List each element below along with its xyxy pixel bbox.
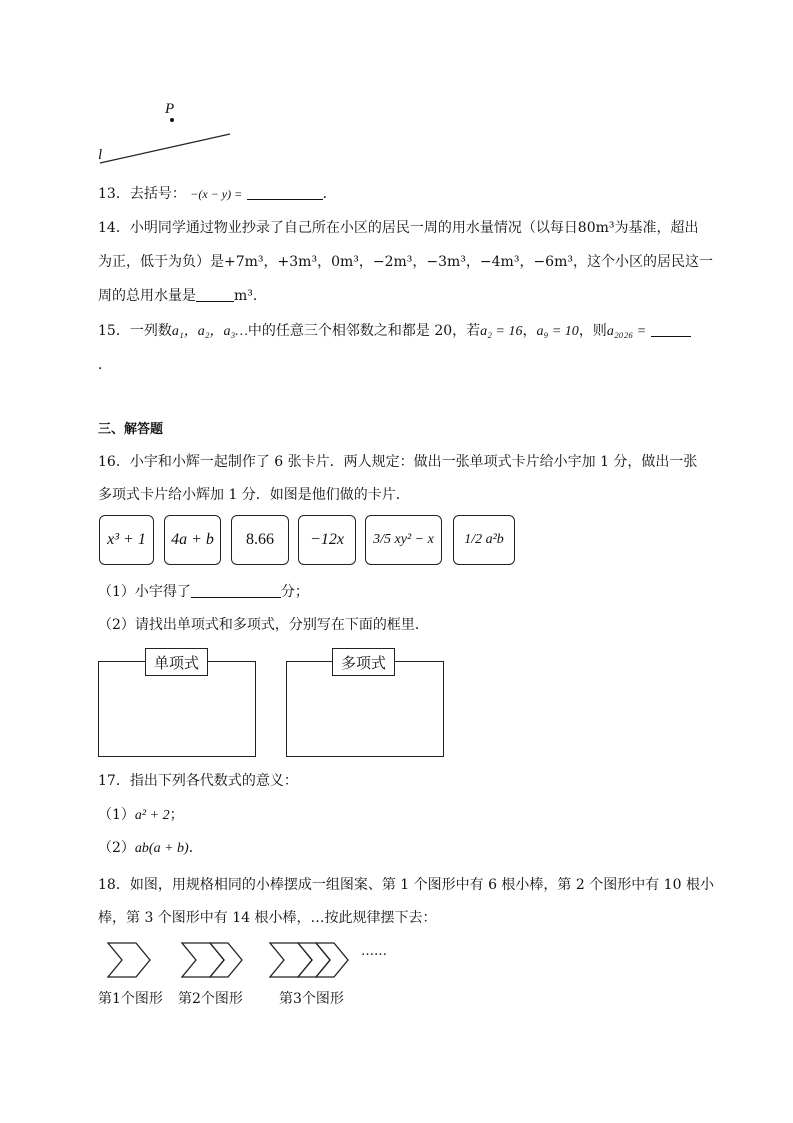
q14-value: −3m³ bbox=[426, 254, 466, 270]
q15-prefix: 15．一列数 bbox=[98, 323, 172, 339]
q16-sub1-prefix: （1）小宇得了 bbox=[98, 584, 191, 600]
q15-sequence: a₁，a₂，a₃… bbox=[171, 324, 248, 339]
q16-sub1-suffix: 分； bbox=[280, 584, 309, 600]
section-3-heading: 三、解答题 bbox=[98, 422, 164, 437]
question-16-line-1: 16．小宇和小辉一起制作了 6 张卡片．两人规定：做出一张单项式卡片给小宇加 1 分，做出一张 bbox=[98, 454, 698, 470]
q13-text: 去括号： bbox=[129, 186, 186, 202]
figure-2-chevron bbox=[182, 943, 224, 977]
question-17-line-1: 17．指出下列各代数式的意义： bbox=[98, 773, 298, 789]
q17-sub1-suffix: ； bbox=[169, 807, 184, 823]
figure-2-label: 第2个图形 bbox=[178, 991, 243, 1007]
q14-line2-suffix: ，这个小区的居民这一 bbox=[572, 254, 713, 270]
figure-3-chevron bbox=[316, 943, 348, 977]
figure-1-chevron bbox=[108, 943, 150, 977]
q13-blank[interactable] bbox=[247, 185, 323, 200]
card-6-expression: 1/2 a²b bbox=[464, 532, 504, 547]
polynomial-box-title: 多项式 bbox=[332, 648, 395, 676]
pattern-ellipsis: …… bbox=[361, 944, 387, 959]
question-16-line-2: 多项式卡片给小辉加 1 分．如图是他们做的卡片． bbox=[98, 487, 410, 503]
q17-sub2-suffix: ． bbox=[188, 840, 203, 856]
question-14-line-2: 为正，低于为负）是+7m³，+3m³，0m³，−2m³，−3m³，−4m³，−6m³，这个小区的居民这一 bbox=[98, 254, 713, 270]
q13-number: 13． bbox=[98, 186, 130, 202]
question-16-sub-2: （2）请找出单项式和多项式，分别写在下面的框里． bbox=[98, 617, 429, 633]
q17-sub1-prefix: （1） bbox=[98, 807, 135, 823]
card-5 bbox=[365, 515, 442, 565]
q17-sub1-expression: a² + 2 bbox=[134, 808, 170, 823]
q14-value: −2m³ bbox=[372, 254, 413, 270]
line-l bbox=[100, 134, 230, 163]
top-figure bbox=[95, 100, 240, 170]
card-6 bbox=[453, 515, 515, 565]
question-14-line-3 bbox=[98, 286, 267, 306]
q14-line3-prefix: 周的总用水量是 bbox=[98, 288, 196, 304]
monomial-box-title: 单项式 bbox=[145, 648, 208, 676]
q14-value: 0m³ bbox=[331, 254, 359, 270]
card-1-expression: x³ + 1 bbox=[107, 531, 146, 548]
card-5-expression: 3/5 xy² − x bbox=[373, 532, 434, 547]
q14-line2-prefix: 为正，低于为负）是 bbox=[98, 254, 224, 270]
figure-3-label: 第3个图形 bbox=[279, 991, 344, 1007]
point-p-label: P bbox=[165, 101, 175, 117]
card-4-expression: −12x bbox=[310, 531, 344, 548]
question-18-line-2: 棒，第 3 个图形中有 14 根小棒，…按此规律摆下去： bbox=[98, 910, 437, 926]
q14-blank[interactable] bbox=[196, 287, 234, 302]
q14-value: −4m³ bbox=[479, 254, 520, 270]
q14-value: +3m³ bbox=[277, 254, 318, 270]
q17-sub2-expression: ab(a + b) bbox=[134, 841, 189, 856]
q14-value: −6m³ bbox=[533, 254, 573, 270]
q14-value: +7m³ bbox=[224, 254, 264, 270]
question-15-line-1: 15．一列数a₁，a₂，a₃…中的任意三个相邻数之和都是 20，若a₂ = 16，a₉ = 10，则a₂₀₂₆ = bbox=[98, 321, 691, 342]
q15-ask: a₂₀₂₆ = bbox=[606, 324, 647, 339]
q16-sub1-blank[interactable] bbox=[191, 583, 281, 598]
question-18-line-1: 18．如图，用规格相同的小棒摆成一组图案、第 1 个图形中有 6 根小棒，第 2 个图形中有 10 根小 bbox=[98, 877, 714, 893]
chevron-figures bbox=[100, 938, 400, 982]
card-3 bbox=[231, 515, 289, 565]
q14-line3-suffix: m³． bbox=[234, 288, 267, 304]
card-2-expression: 4a + b bbox=[171, 531, 214, 548]
figure-1-label: 第1个图形 bbox=[98, 991, 163, 1007]
question-17-sub-1 bbox=[98, 805, 184, 826]
q15-condition-2: a₉ = 10 bbox=[536, 324, 579, 339]
q13-end: ． bbox=[322, 186, 337, 202]
figure-3-chevron bbox=[298, 943, 330, 977]
card-2 bbox=[164, 515, 221, 565]
q15-middle: 中的任意三个相邻数之和都是 20，若 bbox=[247, 323, 481, 339]
question-13 bbox=[98, 184, 337, 204]
point-p bbox=[170, 118, 174, 122]
question-14-line-1: 14．小明同学通过物业抄录了自己所在小区的居民一周的用水量情况（以每日80m³为基准，超出 bbox=[98, 220, 699, 236]
card-3-expression: 8.66 bbox=[246, 531, 274, 548]
q17-sub2-prefix: （2） bbox=[98, 840, 135, 856]
q13-expression: −(x − y) = bbox=[190, 187, 243, 201]
q15-condition-1: a₂ = 16 bbox=[480, 324, 523, 339]
q15-blank[interactable] bbox=[651, 322, 691, 337]
line-l-label: l bbox=[98, 147, 103, 163]
q15-ask-prefix: ，则 bbox=[578, 323, 607, 339]
figure-2-chevron bbox=[210, 943, 242, 977]
question-17-sub-2 bbox=[98, 838, 203, 859]
figure-3-chevron bbox=[270, 943, 312, 977]
card-4 bbox=[298, 515, 356, 565]
question-15-line-2: ． bbox=[98, 357, 112, 373]
card-1 bbox=[99, 515, 154, 565]
question-16-sub-1 bbox=[98, 582, 309, 602]
